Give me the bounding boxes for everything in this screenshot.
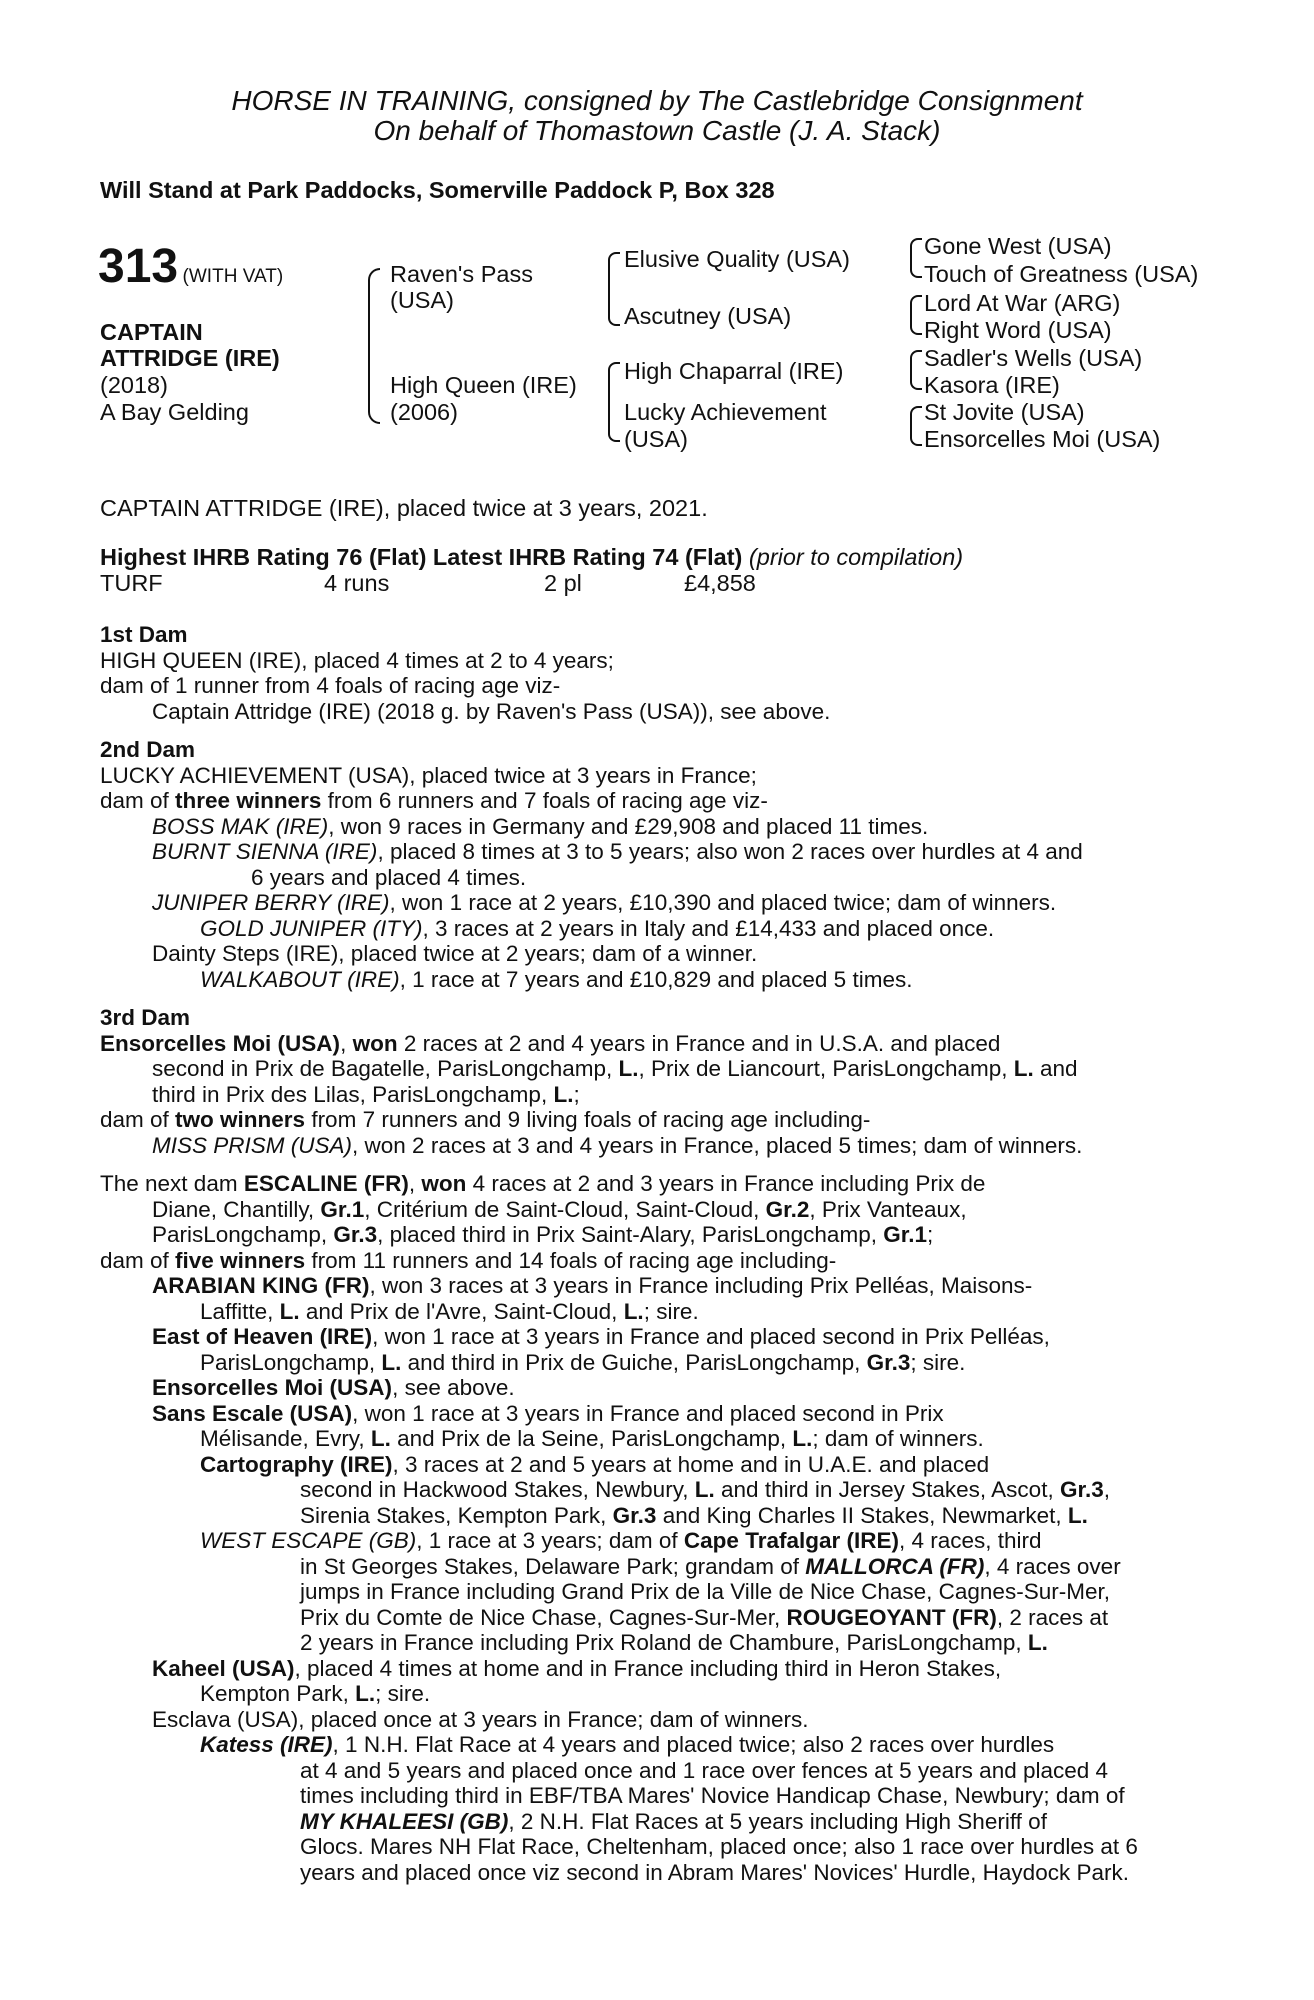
third-dam-line: third in Prix des Lilas, ParisLongchamp, L.; <box>152 1081 580 1107</box>
rating-note: (prior to compilation) <box>748 544 964 570</box>
progeny-line: Mélisande, Evry, L. and Prix de la Seine, ParisLongchamp, L.; dam of winners. <box>200 1426 984 1451</box>
dam-sections <box>100 622 1230 1885</box>
progeny-line: Esclava (USA), placed once at 3 years in France; dam of winners. <box>152 1706 809 1732</box>
progeny-line: WEST ESCAPE (GB), 1 race at 3 years; dam of Cape Trafalgar (IRE), 4 races, third <box>200 1528 1042 1553</box>
progeny-line: 6 years and placed 4 times. <box>251 864 527 890</box>
progeny-line: Laffitte, L. and Prix de l'Avre, Saint-Cloud, L.; sire. <box>200 1298 699 1324</box>
progeny-line: BOSS MAK (IRE), won 9 races in Germany and £29,908 and placed 11 times. <box>152 813 929 839</box>
progeny-line: Cartography (IRE), 3 races at 2 and 5 years at home and in U.A.E. and placed <box>200 1451 990 1477</box>
progeny-line: East of Heaven (IRE), won 1 race at 3 years in France and placed second in Prix Pelléas, <box>152 1324 1050 1349</box>
rating-line <box>100 545 963 571</box>
pedigree-brace-dd <box>910 406 922 446</box>
progeny-line: GOLD JUNIPER (ITY), 3 races at 2 years in Italy and £14,433 and placed once. <box>200 915 995 941</box>
next-dam-line: dam of five winners from 11 runners and 14 foals of racing age including- <box>100 1247 837 1273</box>
dam-year: (2006) <box>390 399 458 425</box>
progeny-line: Ensorcelles Moi (USA), see above. <box>152 1375 515 1400</box>
pedigree-brace-dam <box>608 362 620 442</box>
second-dam-line: LUCKY ACHIEVEMENT (USA), placed twice at 3 years in France; <box>100 762 757 788</box>
pedigree-brace-sire <box>608 252 620 326</box>
progeny-line: MISS PRISM (USA), won 2 races at 3 and 4 years in France, placed 5 times; dam of winners. <box>152 1132 1083 1158</box>
vat-label: (WITH VAT) <box>182 266 284 287</box>
third-dam-heading: 3rd Dam <box>100 1005 191 1030</box>
next-dam-line: Diane, Chantilly, Gr.1, Critérium de Saint-Cloud, Saint-Cloud, Gr.2, Prix Vanteaux, <box>152 1196 967 1222</box>
first-dam-line: HIGH QUEEN (IRE), placed 4 times at 2 to 4 years; <box>100 647 614 673</box>
ds-dam: Kasora (IRE) <box>924 372 1060 398</box>
progeny-line: years and placed once viz second in Abram Mares' Novices' Hurdle, Haydock Park. <box>300 1859 1129 1885</box>
progeny-line: in St Georges Stakes, Delaware Park; grandam of MALLORCA (FR), 4 races over <box>300 1553 1121 1579</box>
lot-number-row <box>98 242 283 292</box>
progeny-line: ARABIAN KING (FR), won 3 races at 3 years in France including Prix Pelléas, Maisons- <box>152 1273 1033 1298</box>
third-dam-line: second in Prix de Bagatelle, ParisLongchamp, L., Prix de Liancourt, ParisLongchamp, L. and <box>152 1056 1078 1081</box>
stand-location: Will Stand at Park Paddocks, Somerville Paddock P, Box 328 <box>100 177 775 203</box>
progeny-line: second in Hackwood Stakes, Newbury, L. and third in Jersey Stakes, Ascot, Gr.3, <box>300 1477 1110 1502</box>
sd-sire: Lord At War (ARG) <box>924 290 1121 316</box>
first-dam-heading: 1st Dam <box>100 622 188 647</box>
sd-dam: Right Word (USA) <box>924 317 1112 343</box>
progeny-line: 2 years in France including Prix Roland de Chambure, ParisLongchamp, L. <box>300 1630 1048 1655</box>
dam-dam-line1: Lucky Achievement <box>624 399 827 425</box>
progeny-line: Katess (IRE), 1 N.H. Flat Race at 4 years and placed twice; also 2 races over hurdles <box>200 1732 1055 1757</box>
dam-sire: High Chaparral (IRE) <box>624 358 844 384</box>
progeny-line: Glocs. Mares NH Flat Race, Cheltenham, placed once; also 1 race over hurdles at 6 <box>300 1834 1138 1859</box>
dam-dam-line2: (USA) <box>624 426 688 452</box>
sire-sire: Elusive Quality (USA) <box>624 246 850 272</box>
turf-earnings: £4,858 <box>684 570 756 596</box>
third-dam-line: Ensorcelles Moi (USA), won 2 races at 2 and 4 years in France and in U.S.A. and placed <box>100 1030 1001 1056</box>
turf-runs: 4 runs <box>324 570 390 596</box>
progeny-line: MY KHALEESI (GB), 2 N.H. Flat Races at 5 years including High Sheriff of <box>300 1808 1047 1834</box>
progeny-line: Kaheel (USA), placed 4 times at home and in France including third in Heron Stakes, <box>152 1655 1002 1681</box>
consignor-line: HORSE IN TRAINING, consigned by The Castlebridge Consignment <box>231 85 1083 116</box>
foaling-year: (2018) <box>100 372 168 398</box>
progeny-line: at 4 and 5 years and placed once and 1 race over fences at 5 years and placed 4 <box>300 1757 1109 1783</box>
progeny-line: Sans Escale (USA), won 1 race at 3 years in France and placed second in Prix <box>152 1400 944 1426</box>
progeny-line: jumps in France including Grand Prix de la Ville de Nice Chase, Cagnes-Sur-Mer, <box>300 1579 1110 1604</box>
sire-dam: Ascutney (USA) <box>624 303 792 329</box>
progeny-line: times including third in EBF/TBA Mares' Novice Handicap Chase, Newbury; dam of <box>300 1783 1125 1808</box>
ss-dam: Touch of Greatness (USA) <box>924 261 1199 287</box>
first-dam-line: Captain Attridge (IRE) (2018 g. by Raven's Pass (USA)), see above. <box>152 698 831 724</box>
ds-sire: Sadler's Wells (USA) <box>924 345 1143 371</box>
progeny-line: BURNT SIENNA (IRE), placed 8 times at 3 to 5 years; also won 2 races over hurdles at 4 and <box>152 839 1083 864</box>
pedigree-brace-ds <box>910 350 922 390</box>
turf-placed: 2 pl <box>544 570 582 596</box>
horse-name-line1: CAPTAIN <box>100 319 203 345</box>
next-dam-line: The next dam ESCALINE (FR), won 4 races at 2 and 3 years in France including Prix de <box>100 1171 986 1196</box>
sire-country: (USA) <box>390 287 454 313</box>
next-dam-line: ParisLongchamp, Gr.3, placed third in Prix Saint-Alary, ParisLongchamp, Gr.1; <box>152 1222 934 1247</box>
pedigree-brace-sd <box>910 295 922 335</box>
progeny-line: ParisLongchamp, L. and third in Prix de Guiche, ParisLongchamp, Gr.3; sire. <box>200 1349 966 1375</box>
second-dam-heading: 2nd Dam <box>100 737 196 762</box>
racing-summary: CAPTAIN ATTRIDGE (IRE), placed twice at 3 years, 2021. <box>100 495 708 521</box>
progeny-line: JUNIPER BERRY (IRE), won 1 race at 2 years, £10,390 and placed twice; dam of winners. <box>152 890 1057 915</box>
progeny-line: WALKABOUT (IRE), 1 race at 7 years and £10,829 and placed 5 times. <box>200 966 913 992</box>
rating-values: Highest IHRB Rating 76 (Flat) Latest IHRB Rating 74 (Flat) <box>100 544 743 570</box>
horse-description: A Bay Gelding <box>100 399 249 425</box>
third-dam-line: dam of two winners from 7 runners and 9 living foals of racing age including- <box>100 1107 871 1132</box>
pedigree-brace-main <box>368 268 380 424</box>
horse-name-line2: ATTRIDGE (IRE) <box>100 345 280 371</box>
progeny-line: Kempton Park, L.; sire. <box>200 1681 431 1706</box>
dam-name: High Queen (IRE) <box>390 372 577 398</box>
dd-sire: St Jovite (USA) <box>924 399 1085 425</box>
dd-dam: Ensorcelles Moi (USA) <box>924 426 1161 452</box>
pedigree-brace-ss <box>910 238 922 278</box>
ss-sire: Gone West (USA) <box>924 233 1112 259</box>
progeny-line: Dainty Steps (IRE), placed twice at 2 years; dam of a winner. <box>152 941 758 966</box>
progeny-line: Sirenia Stakes, Kempton Park, Gr.3 and King Charles II Stakes, Newmarket, L. <box>300 1502 1088 1528</box>
behalf-line: On behalf of Thomastown Castle (J. A. Stack) <box>373 115 941 146</box>
lot-number: 313 <box>98 240 179 293</box>
sire-name: Raven's Pass <box>390 261 533 287</box>
first-dam-line: dam of 1 runner from 4 foals of racing age viz- <box>100 673 561 698</box>
second-dam-line: dam of three winners from 6 runners and 7 foals of racing age viz- <box>100 788 768 813</box>
progeny-line: Prix du Comte de Nice Chase, Cagnes-Sur-Mer, ROUGEOYANT (FR), 2 races at <box>300 1604 1109 1630</box>
turf-surface: TURF <box>100 570 163 596</box>
